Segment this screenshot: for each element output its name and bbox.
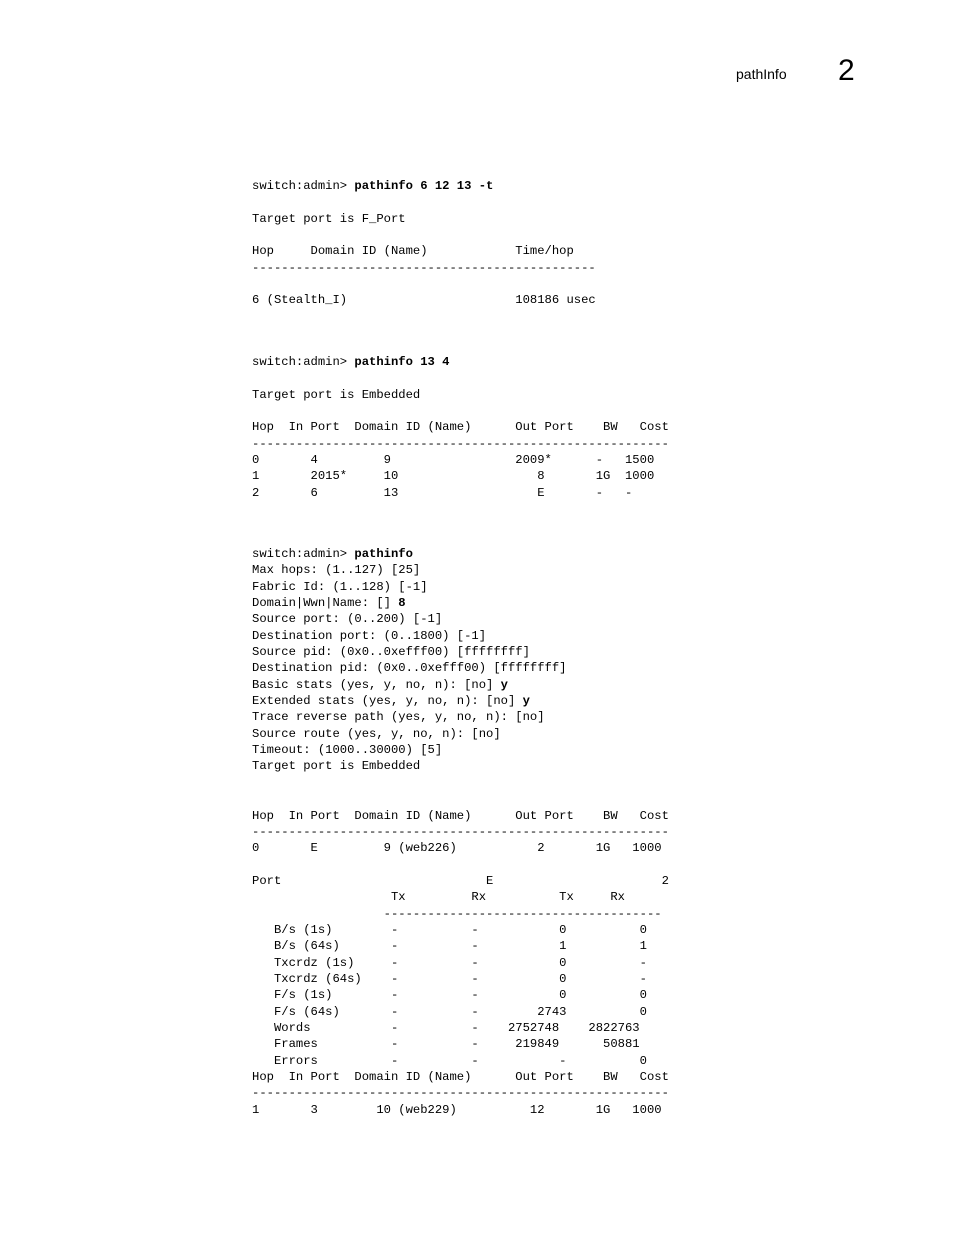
prompt-timeout: Timeout: (1000..30000) [5]: [252, 743, 443, 758]
stats-txrx-line: Tx Rx Tx Rx: [252, 890, 625, 905]
input-basic-stats: y: [500, 677, 508, 692]
stats-row: Txcrdz (64s) - - 0 -: [252, 971, 647, 986]
prompt-domain: Domain|Wwn|Name: []: [252, 596, 399, 611]
cli-prompt: switch:admin>: [252, 355, 355, 369]
cli-command: pathinfo 6 12 13 -t: [354, 179, 494, 193]
stats-row: Words - - 2752748 2822763: [252, 1020, 640, 1035]
table-header: Hop In Port Domain ID (Name) Out Port BW Cost: [252, 1070, 669, 1084]
table-row: 0 4 9 2009* - 1500: [252, 453, 655, 468]
table-separator: -----------------------------------------------: [252, 260, 596, 275]
stats-row: Frames - - 219849 50881: [252, 1037, 640, 1052]
stats-row: B/s (1s) - - 0 0: [252, 922, 647, 937]
section-title: pathInfo: [736, 66, 787, 82]
stats-row: Txcrdz (1s) - - 0 -: [252, 955, 647, 970]
example-pathinfo-f-port: [252, 178, 596, 309]
prompt-fabric-id: Fabric Id: (1..128) [-1]: [252, 579, 428, 594]
stats-row: Errors - - - 0: [252, 1053, 647, 1068]
table-separator: ---------------------------------------------------------: [252, 1086, 669, 1101]
table-row: 6 (Stealth_I) 108186 usec: [252, 293, 596, 308]
target-port-line: Target port is Embedded: [252, 387, 421, 402]
cli-command: pathinfo: [354, 547, 413, 561]
prompt-source-route: Source route (yes, y, no, n): [no]: [252, 726, 501, 741]
cli-prompt: switch:admin>: [252, 179, 355, 193]
prompt-max-hops: Max hops: (1..127) [25]: [252, 563, 421, 578]
chapter-number: 2: [838, 54, 855, 87]
table-header: Hop In Port Domain ID (Name) Out Port BW Cost: [252, 420, 669, 435]
stats-port-line: Port E 2: [252, 873, 669, 888]
input-extended-stats: y: [522, 694, 530, 709]
stats-row: F/s (1s) - - 0 0: [252, 988, 647, 1003]
prompt-basic-stats: Basic stats (yes, y, no, n): [no]: [252, 677, 501, 692]
target-port-line: Target port is Embedded: [252, 759, 421, 774]
table-separator: ---------------------------------------------------------: [252, 824, 669, 839]
example-pathinfo-interactive: [252, 546, 669, 1118]
prompt-source-port: Source port: (0..200) [-1]: [252, 612, 443, 627]
prompt-destination-port: Destination port: (0..1800) [-1]: [252, 628, 487, 643]
target-port-line: Target port is F_Port: [252, 211, 406, 226]
table-row: 0 E 9 (web226) 2 1G 1000: [252, 841, 662, 856]
table-row: 1 2015* 10 8 1G 1000: [252, 469, 655, 484]
cli-command: pathinfo 13 4: [354, 355, 450, 369]
table-row: 2 6 13 E - -: [252, 485, 633, 500]
table-header: Hop In Port Domain ID (Name) Out Port BW Cost: [252, 808, 669, 823]
prompt-source-pid: Source pid: (0x0..0xefff00) [ffffffff]: [252, 645, 530, 660]
cli-prompt: switch:admin>: [252, 547, 355, 561]
example-pathinfo-embedded: [252, 354, 669, 501]
prompt-extended-stats: Extended stats (yes, y, no, n): [no]: [252, 694, 523, 709]
stats-row: F/s (64s) - - 2743 0: [252, 1004, 647, 1019]
input-domain: 8: [398, 596, 406, 611]
stats-row: B/s (64s) - - 1 1: [252, 939, 647, 954]
table-header: Hop Domain ID (Name) Time/hop: [252, 244, 574, 259]
table-separator: ---------------------------------------------------------: [252, 436, 669, 451]
table-row: 1 3 10 (web229) 12 1G 1000: [252, 1102, 662, 1117]
prompt-trace-reverse: Trace reverse path (yes, y, no, n): [no]: [252, 710, 545, 725]
stats-separator: --------------------------------------: [252, 906, 662, 921]
prompt-destination-pid: Destination pid: (0x0..0xefff00) [ffffffff]: [252, 661, 567, 676]
